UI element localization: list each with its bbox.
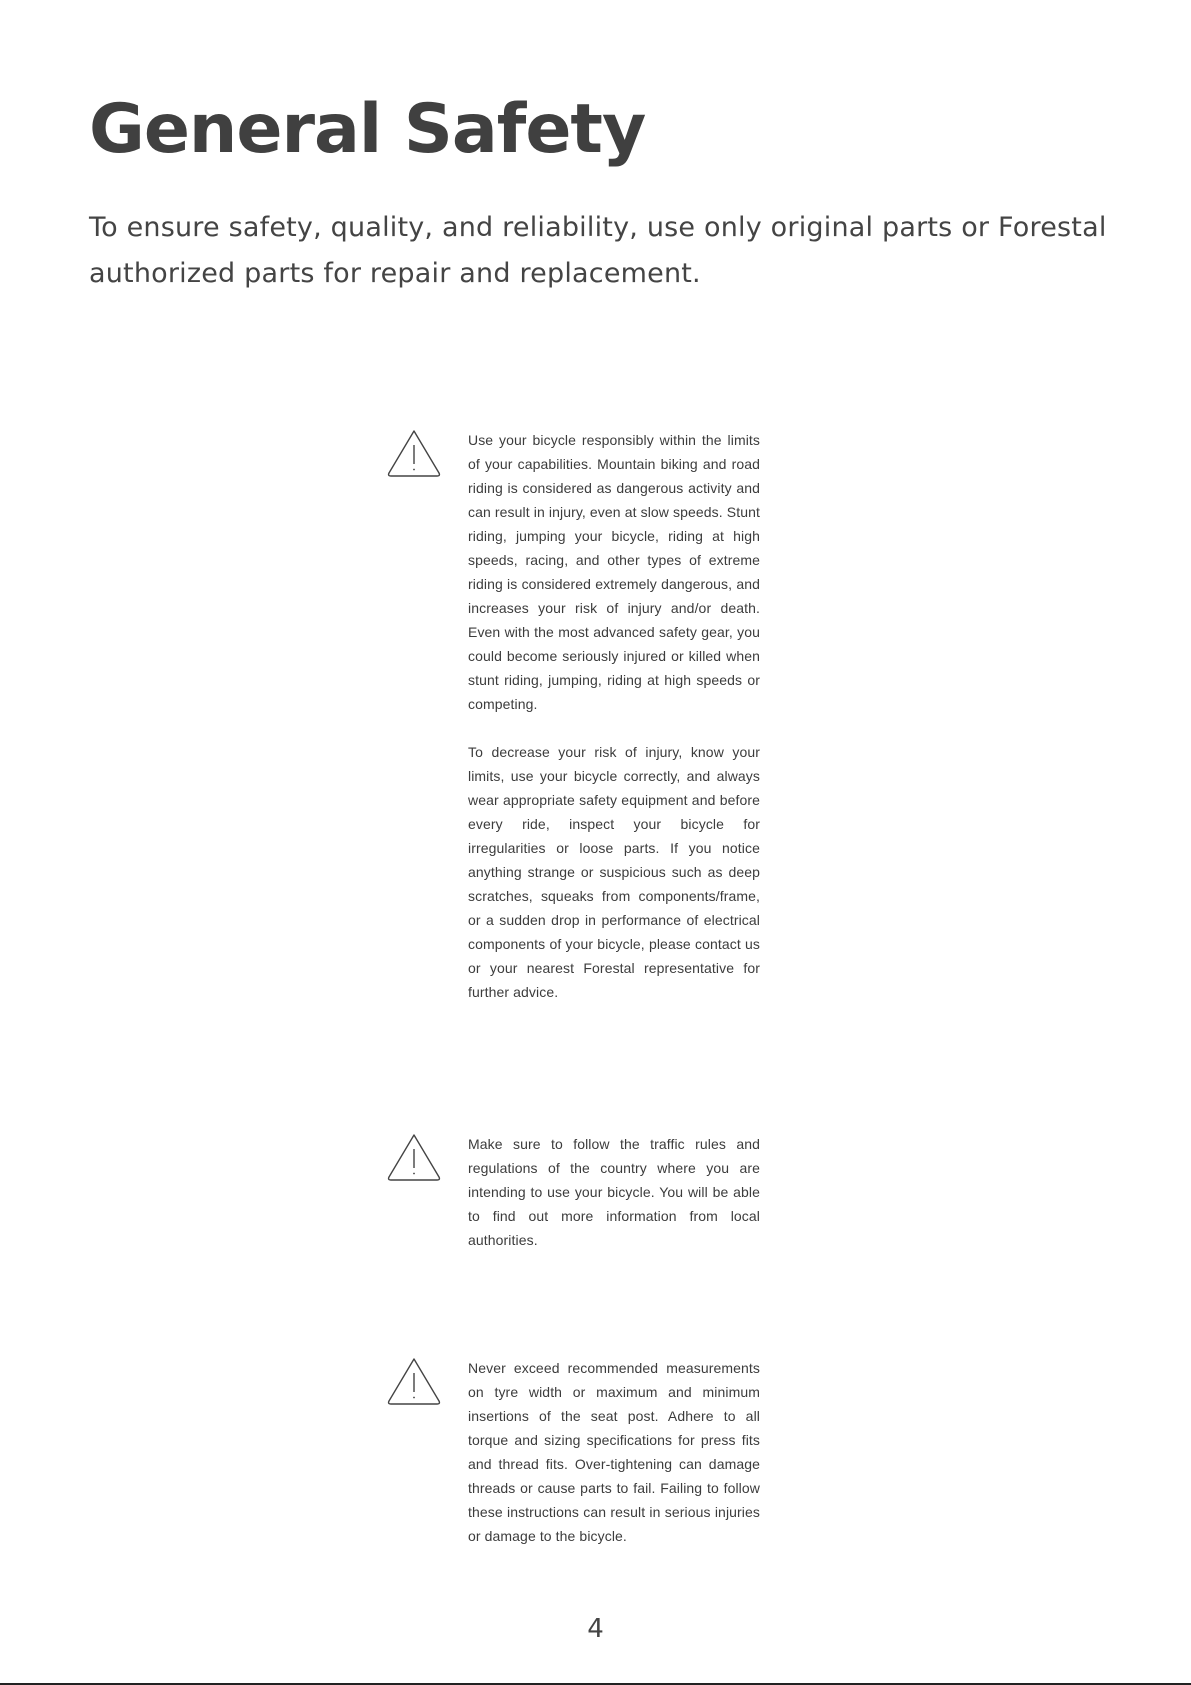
page-title: General Safety [89, 90, 646, 169]
intro-text: To ensure safety, quality, and reliability, use only original parts or Forestal authorized parts for repair and replacement. [89, 212, 1107, 289]
warning-text [468, 1132, 760, 1252]
warning-triangle-icon [386, 428, 442, 480]
warning-paragraph: Never exceed recommended measurements on tyre width or maximum and minimum insertions of the seat post. Adhere to all torque and sizing specifications for press fits and thread fits. Over-tightening can damage threads or cause parts to fail. Failing to follow these instructions can result in serious injuries or damage to the bicycle. [468, 1360, 760, 1544]
warning-paragraph: To decrease your risk of injury, know your limits, use your bicycle correctly, and always wear appropriate safety equipment and before every ride, inspect your bicycle for irregularities or loose parts. If you notice anything strange or suspicious such as deep scratches, squeaks from components/frame, or a sudden drop in performance of electrical components of your bicycle, please contact us or your nearest Forestal representative for further advice. [468, 744, 760, 1000]
warning-triangle-icon [386, 1356, 442, 1408]
warning-triangle-icon [386, 1132, 442, 1184]
warning-text [468, 1356, 760, 1548]
page-number: 4 [587, 1614, 604, 1644]
warning-text [468, 428, 760, 1004]
warning-paragraph: Use your bicycle responsibly within the limits of your capabilities. Mountain biking and road riding is considered as dangerous activity and can result in injury, even at slow speeds. Stunt riding, jumping your bicycle, riding at high speeds, racing, and other types of extreme riding is considered extremely dangerous, and increases your risk of injury and/or death. Even with the most advanced safety gear, you could become seriously injured or killed when stunt riding, jumping, riding at high speeds or competing. [468, 432, 760, 712]
warning-paragraph: Make sure to follow the traffic rules and regulations of the country where you are intending to use your bicycle. You will be able to find out more information from local authorities. [468, 1136, 760, 1248]
